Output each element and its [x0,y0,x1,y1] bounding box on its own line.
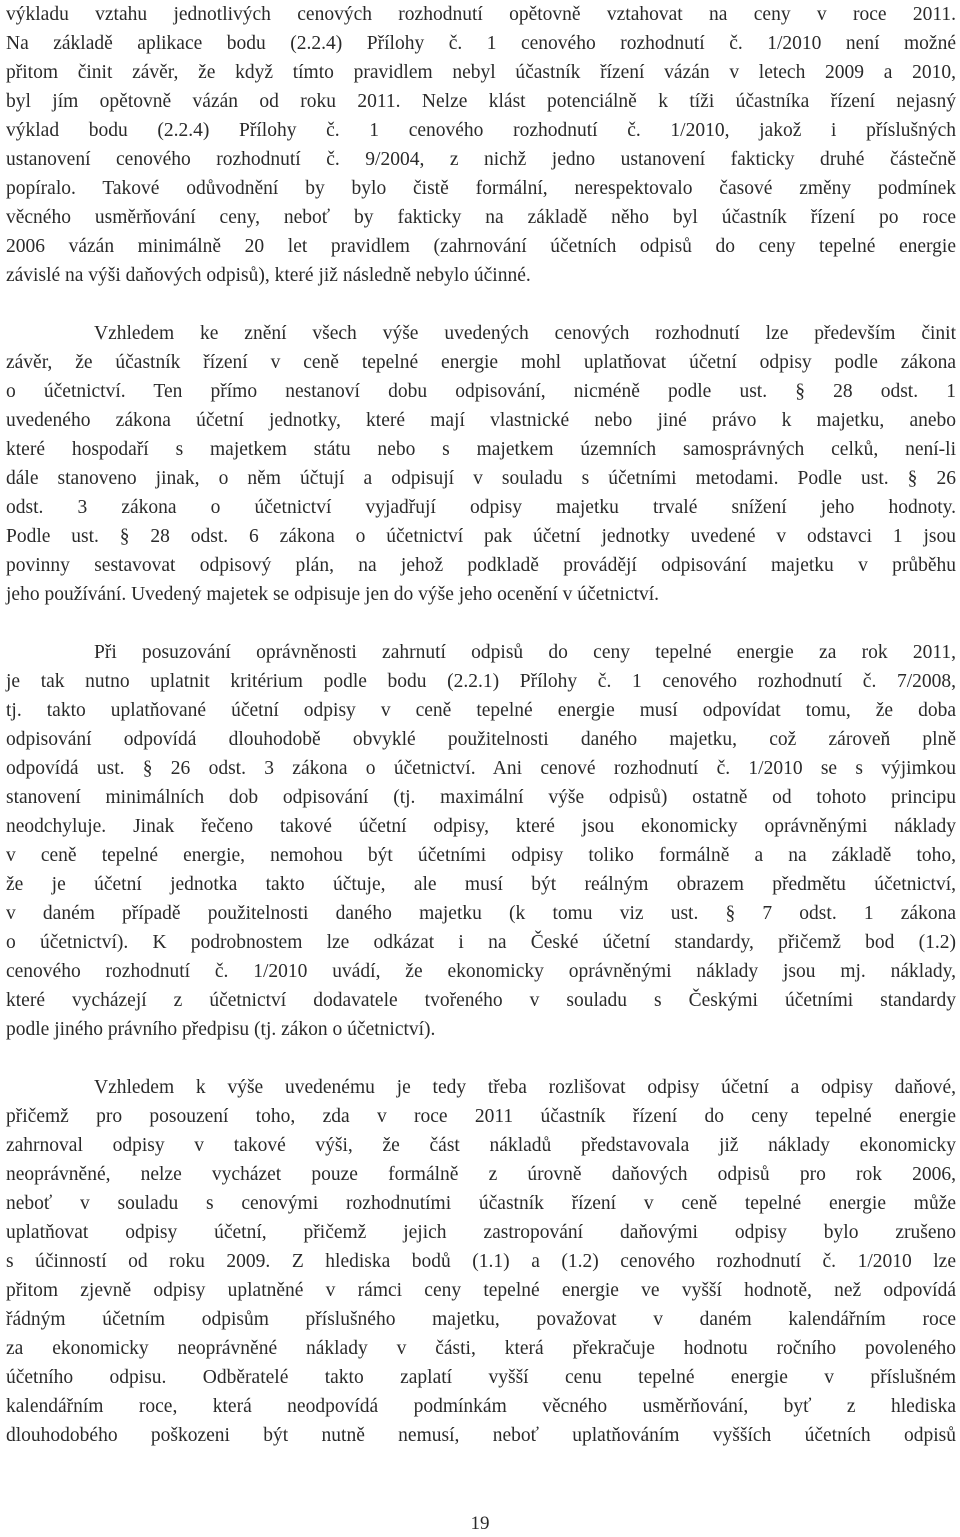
text-line: které hospodaří s majetkem státu nebo s majetkem územních samosprávných celků, není-li [6,439,956,460]
text-line: přičemž pro posouzení toho, zda v roce 2011 účastník řízení do ceny tepelné energie [6,1106,956,1127]
text-line: ustanovení cenového rozhodnutí č. 9/2004, z nichž jedno ustanovení fakticky druhé částečně [6,149,956,170]
text-line: výklad bodu (2.2.4) Přílohy č. 1 cenového rozhodnutí č. 1/2010, jakož i příslušných [6,120,956,141]
text-line: řádným účetním odpisům příslušného majetku, považovat v daném kalendářním roce [6,1309,956,1330]
text-line: kalendářním roce, která neodpovídá podmínkám věcného usměrňování, byť z hlediska [6,1396,956,1417]
text-line: 2006 vázán minimálně 20 let pravidlem (zahrnování účetních odpisů do ceny tepelné energie [6,236,956,257]
text-line: neboť v souladu s cenovými rozhodnutími účastník řízení v ceně tepelné energie může [6,1193,956,1214]
text-line: odst. 3 zákona o účetnictví vyjadřují odpisy majetku trvalé snížení jeho hodnoty. [6,497,956,518]
text-line: věcného usměrňování ceny, neboť by fakticky na základě něho byl účastník řízení po roce [6,207,956,228]
text-line: je tak nutno uplatnit kritérium podle bodu (2.2.1) Přílohy č. 1 cenového rozhodnutí č. 7/2008, [6,671,956,692]
text-line: účetního odpisu. Odběratelé takto zaplatí vyšší cenu tepelné energie v příslušném [6,1367,956,1388]
text-line: přitom činit závěr, že když tímto pravidlem nebyl účastník řízení vázán v letech 2009 a 2010, [6,62,956,83]
page-number: 19 [470,1513,490,1534]
text-line: Podle ust. § 28 odst. 6 zákona o účetnictví pak účetní jednotky uvedené v odstavci 1 jsou [6,526,956,547]
text-line: Vzhledem k výše uvedenému je tedy třeba rozlišovat odpisy účetní a odpisy daňové, [94,1077,956,1098]
text-line: závěr, že účastník řízení v ceně tepelné energie mohl uplatňovat účetní odpisy podle zákona [6,352,956,373]
text-line: o účetnictví. Ten přímo nestanoví dobu odpisování, nicméně podle ust. § 28 odst. 1 [6,381,956,402]
text-line: v daném případě použitelnosti daného majetku (k tomu viz ust. § 7 odst. 1 zákona [6,903,956,924]
paragraph-gap [6,290,956,319]
text-line: byl jím opětovně vázán od roku 2011. Nelze klást potenciálně k tíži účastníka řízení nejasný [6,91,956,112]
paragraph-2 [6,319,956,609]
text-line: uvedeného zákona účetní jednotky, které mají vlastnické nebo jiné právo k majetku, anebo [6,410,956,431]
text-line: přitom zjevně odpisy uplatněné v rámci ceny tepelné energie ve vyšší hodnotě, než odpovídá [6,1280,956,1301]
text-line: které vycházejí z účetnictví dodavatele tvořeného v souladu s Českými účetními standardy [6,990,956,1011]
text-line: podle jiného právního předpisu (tj. zákon o účetnictví). [6,1019,436,1040]
text-line: Při posuzování oprávněnosti zahrnutí odpisů do ceny tepelné energie za rok 2011, [94,642,956,663]
text-line: za ekonomicky neoprávněné náklady v části, která překračuje hodnotu ročního povoleného [6,1338,956,1359]
text-line: v ceně tepelné energie, nemohou být účetními odpisy toliko formálně a na základě toho, [6,845,956,866]
paragraph-gap [6,1044,956,1073]
text-line: zahrnoval odpisy v takové výši, že část nákladů představovala již náklady ekonomicky [6,1135,956,1156]
text-line: odpisování odpovídá dlouhodobě obvyklé použitelnosti daného majetku, což zároveň plně [6,729,956,750]
text-line: že je účetní jednotka takto účtuje, ale musí být reálným obrazem předmětu účetnictví, [6,874,956,895]
text-line: tj. takto uplatňované účetní odpisy v ceně tepelné energie musí odpovídat tomu, že doba [6,700,956,721]
paragraph-gap [6,609,956,638]
text-line: závislé na výši daňových odpisů), které již následně nebylo účinné. [6,265,531,286]
text-line: popíralo. Takové odůvodnění by bylo čistě formální, nerespektovalo časové změny podmínek [6,178,956,199]
text-line: výkladu vztahu jednotlivých cenových rozhodnutí opětovně vztahovat na ceny v roce 2011. [6,4,956,25]
text-line: jeho používání. Uvedený majetek se odpisuje jen do výše jeho ocenění v účetnictví. [6,584,660,605]
text-line: povinny sestavovat odpisový plán, na jehož podkladě provádějí odpisování majetku v průběhu [6,555,956,576]
text-line: Vzhledem ke znění všech výše uvedených cenových rozhodnutí lze především činit [94,323,956,344]
paragraph-1 [6,0,956,290]
text-line: uplatňovat odpisy účetní, přičemž jejich zastropování daňovými odpisy bylo zrušeno [6,1222,956,1243]
text-line: s účinností od roku 2009. Z hlediska bodů (1.1) a (1.2) cenového rozhodnutí č. 1/2010 lze [6,1251,956,1272]
text-line: o účetnictví). K podrobnostem lze odkázat i na České účetní standardy, přičemž bod (1.2) [6,932,956,953]
text-line: neodchyluje. Jinak řečeno takové účetní odpisy, které jsou ekonomicky oprávněnými náklady [6,816,956,837]
paragraph-4 [6,1073,956,1450]
text-line: neoprávněné, nelze vycházet pouze formálně z úrovně daňových odpisů pro rok 2006, [6,1164,956,1185]
document-page [6,0,956,1450]
text-line: dlouhodobého poškozeni být nutně nemusí, neboť uplatňováním vyšších účetních odpisů [6,1425,956,1446]
text-line: odpovídá ust. § 26 odst. 3 zákona o účetnictví. Ani cenové rozhodnutí č. 1/2010 se s výjimkou [6,758,956,779]
text-line: dále stanoveno jinak, o něm účtují a odpisují v souladu s účetními metodami. Podle ust. § 26 [6,468,956,489]
paragraph-3 [6,638,956,1044]
text-line: stanovení minimálních dob odpisování (tj. maximální výše odpisů) ostatně od tohoto principu [6,787,956,808]
text-line: Na základě aplikace bodu (2.2.4) Přílohy č. 1 cenového rozhodnutí č. 1/2010 není možné [6,33,956,54]
text-line: cenového rozhodnutí č. 1/2010 uvádí, že ekonomicky oprávněnými náklady jsou mj. náklady, [6,961,956,982]
